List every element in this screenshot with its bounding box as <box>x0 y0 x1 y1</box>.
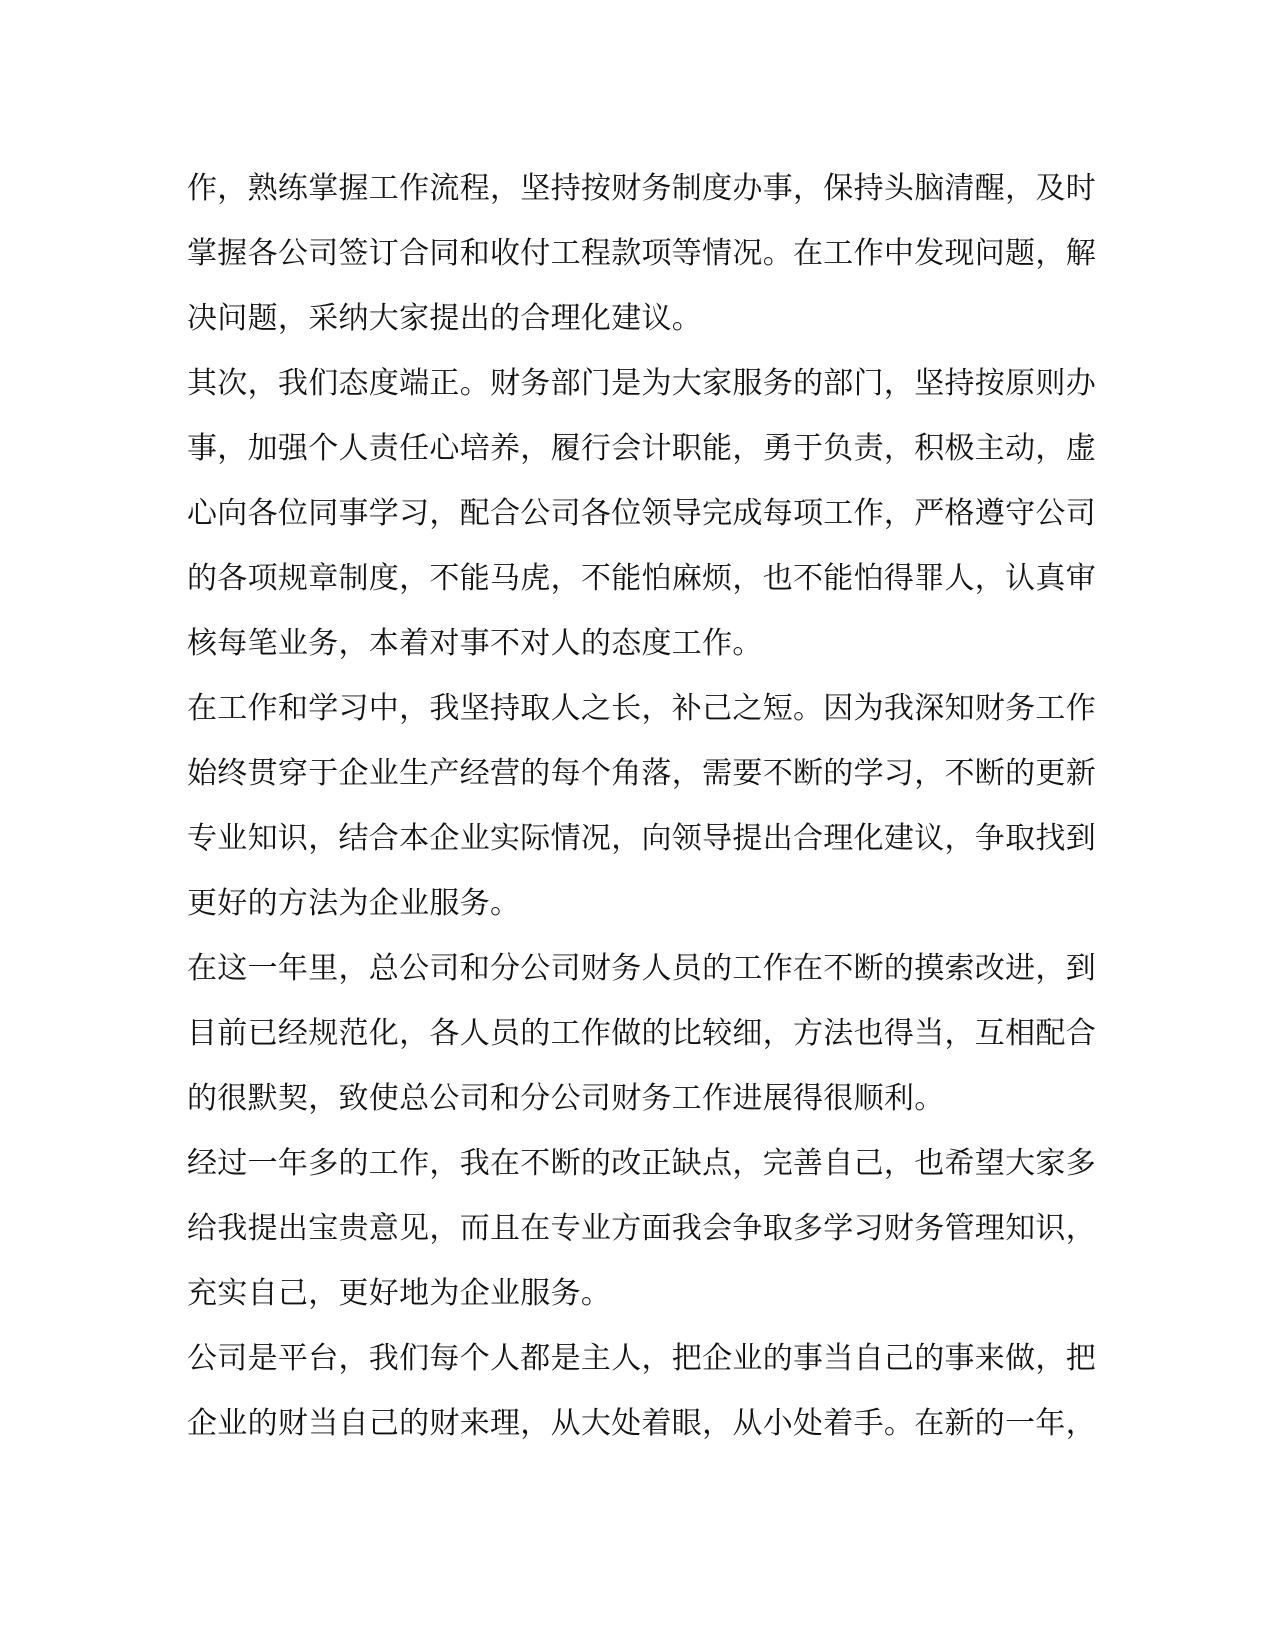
paragraph <box>187 936 1096 1131</box>
paragraph <box>187 1131 1096 1326</box>
paragraph <box>187 156 1096 351</box>
document-body <box>187 156 1096 1456</box>
text-line: 经过一年多的工作，我在不断的改正缺点，完善自己，也希望大家多 <box>187 1146 1096 1181</box>
text-line: 事，加强个人责任心培养，履行会计职能，勇于负责，积极主动，虚 <box>187 431 1096 466</box>
text-line: 在这一年里，总公司和分公司财务人员的工作在不断的摸索改进，到 <box>187 951 1096 986</box>
text-line: 的各项规章制度，不能马虎，不能怕麻烦，也不能怕得罪人，认真审 <box>187 561 1096 596</box>
text-line: 给我提出宝贵意见，而且在专业方面我会争取多学习财务管理知识， <box>187 1211 1096 1246</box>
text-line: 作，熟练掌握工作流程，坚持按财务制度办事，保持头脑清醒，及时 <box>187 171 1096 206</box>
text-line: 目前已经规范化，各人员的工作做的比较细，方法也得当，互相配合 <box>187 1016 1096 1051</box>
text-line: 在工作和学习中，我坚持取人之长，补己之短。因为我深知财务工作 <box>187 691 1096 726</box>
text-line: 心向各位同事学习，配合公司各位领导完成每项工作，严格遵守公司 <box>187 496 1096 531</box>
text-line: 核每笔业务，本着对事不对人的态度工作。 <box>187 626 763 661</box>
text-line: 其次，我们态度端正。财务部门是为大家服务的部门，坚持按原则办 <box>187 366 1096 401</box>
text-line: 始终贯穿于企业生产经营的每个角落，需要不断的学习，不断的更新 <box>187 756 1096 791</box>
text-line: 企业的财当自己的财来理，从大处着眼，从小处着手。在新的一年， <box>187 1406 1096 1441</box>
text-line: 专业知识，结合本企业实际情况，向领导提出合理化建议，争取找到 <box>187 821 1096 856</box>
text-line: 更好的方法为企业服务。 <box>187 886 521 921</box>
paragraph <box>187 1326 1096 1456</box>
text-line: 的很默契，致使总公司和分公司财务工作进展得很顺利。 <box>187 1081 945 1116</box>
text-line: 公司是平台，我们每个人都是主人，把企业的事当自己的事来做，把 <box>187 1341 1096 1376</box>
paragraph <box>187 676 1096 936</box>
text-line: 充实自己，更好地为企业服务。 <box>187 1276 612 1311</box>
paragraph <box>187 351 1096 676</box>
text-line: 掌握各公司签订合同和收付工程款项等情况。在工作中发现问题，解 <box>187 236 1096 271</box>
text-line: 决问题，采纳大家提出的合理化建议。 <box>187 301 703 336</box>
